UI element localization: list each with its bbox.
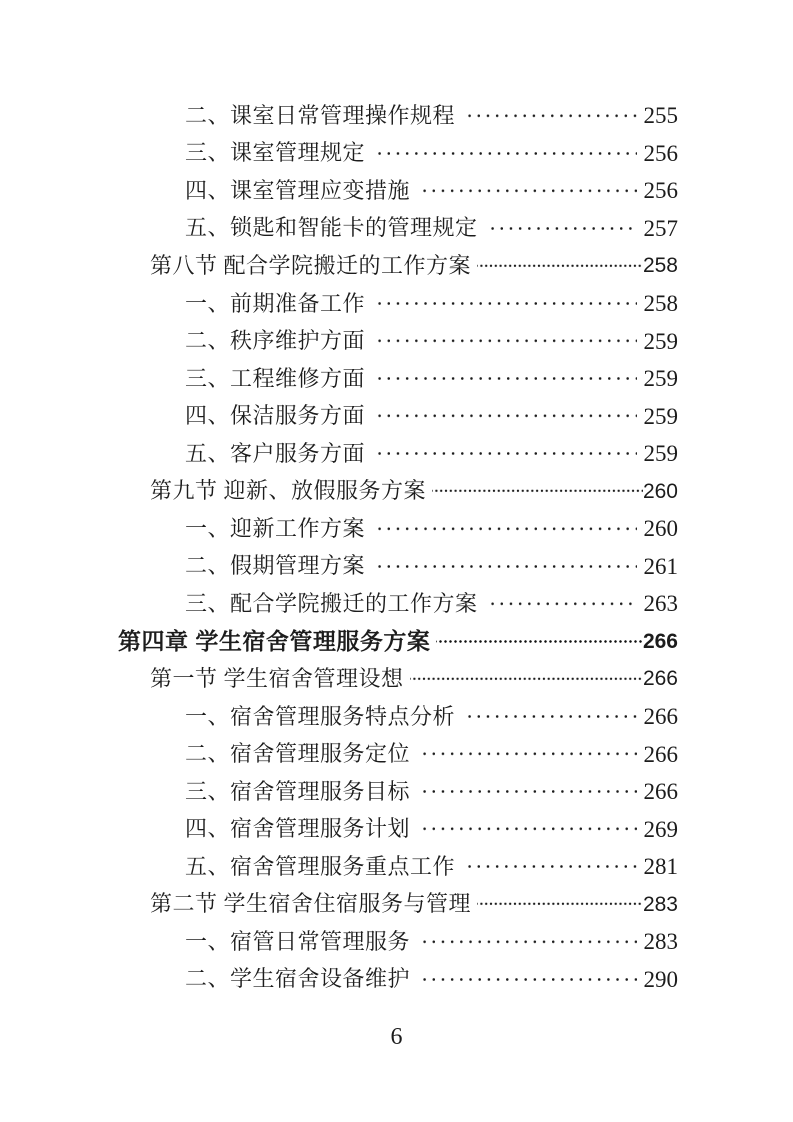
toc-entry-section <box>118 885 678 923</box>
toc-entry-page: 266 <box>643 704 678 730</box>
toc-entry-page: 256 <box>643 178 678 204</box>
toc-dot-leader <box>432 472 643 510</box>
toc-entry-label: 三、配合学院搬迁的工作方案 <box>185 590 478 616</box>
toc-entry-item <box>118 322 678 360</box>
toc-entry-label: 四、宿舍管理服务计划 <box>185 816 411 842</box>
toc-entry-page: 259 <box>643 403 678 429</box>
toc-dot-leader <box>373 360 636 398</box>
toc-entry-page: 255 <box>643 103 678 129</box>
toc-entry-item <box>118 360 678 398</box>
toc-dot-leader <box>418 810 636 848</box>
toc-entry-item <box>118 510 678 548</box>
toc-entry-item <box>118 135 678 173</box>
toc-entry-label: 第二节 学生宿舍住宿服务与管理 <box>150 891 472 917</box>
toc-dot-leader <box>436 623 643 661</box>
table-of-contents <box>118 97 678 998</box>
toc-entry-section <box>118 660 678 698</box>
toc-entry-item <box>118 698 678 736</box>
toc-entry-page: 269 <box>643 816 678 842</box>
toc-entry-page: 283 <box>643 929 678 955</box>
toc-entry-page: 257 <box>643 215 678 241</box>
footer-page-number: 6 <box>390 1024 403 1050</box>
toc-entry-page: 281 <box>643 854 678 880</box>
toc-entry-label: 一、宿管日常管理服务 <box>185 928 411 954</box>
toc-entry-label: 五、锁匙和智能卡的管理规定 <box>185 215 478 241</box>
toc-dot-leader <box>418 961 636 999</box>
toc-entry-label: 一、宿舍管理服务特点分析 <box>185 703 456 729</box>
toc-entry-label: 第九节 迎新、放假服务方案 <box>150 478 427 504</box>
toc-entry-page: 260 <box>643 516 678 542</box>
toc-dot-leader <box>410 660 643 698</box>
toc-dot-leader <box>463 848 636 886</box>
toc-dot-leader <box>373 285 636 323</box>
toc-entry-item <box>118 97 678 135</box>
toc-dot-leader <box>486 210 637 248</box>
toc-dot-leader <box>418 923 636 961</box>
toc-entry-page: 266 <box>643 741 678 767</box>
toc-entry-label: 三、工程维修方面 <box>185 365 366 391</box>
toc-entry-label: 一、前期准备工作 <box>185 290 366 316</box>
toc-dot-leader <box>463 698 636 736</box>
toc-entry-page: 266 <box>642 629 678 653</box>
toc-entry-label: 二、课室日常管理操作规程 <box>185 102 456 128</box>
toc-dot-leader <box>373 135 636 173</box>
toc-entry-page: 266 <box>642 667 678 691</box>
toc-entry-label: 五、宿舍管理服务重点工作 <box>185 853 456 879</box>
toc-entry-label: 第四章 学生宿舍管理服务方案 <box>118 627 431 654</box>
toc-entry-item <box>118 848 678 886</box>
toc-entry-item <box>118 923 678 961</box>
toc-entry-label: 四、课室管理应变措施 <box>185 177 411 203</box>
toc-entry-item <box>118 172 678 210</box>
toc-entry-page: 258 <box>643 291 678 316</box>
toc-dot-leader <box>477 247 643 285</box>
toc-dot-leader <box>418 172 636 210</box>
toc-entry-page: 260 <box>642 479 678 503</box>
toc-dot-leader <box>373 435 636 473</box>
toc-entry-item <box>118 810 678 848</box>
toc-entry-item <box>118 773 678 811</box>
toc-dot-leader <box>486 585 637 623</box>
toc-dot-leader <box>373 510 636 548</box>
toc-entry-section <box>118 472 678 510</box>
toc-entry-item <box>118 397 678 435</box>
toc-entry-page: 259 <box>643 366 678 392</box>
toc-entry-page: 283 <box>642 892 678 916</box>
toc-entry-item <box>118 548 678 586</box>
toc-entry-label: 四、保洁服务方面 <box>185 403 366 429</box>
toc-entry-label: 第八节 配合学院搬迁的工作方案 <box>150 252 472 278</box>
toc-entry-page: 263 <box>643 591 678 617</box>
toc-entry-item <box>118 285 678 323</box>
toc-entry-page: 290 <box>643 966 678 992</box>
toc-entry-label: 二、学生宿舍设备维护 <box>185 966 411 992</box>
toc-entry-label: 二、秩序维护方面 <box>185 328 366 354</box>
toc-entry-item <box>118 585 678 623</box>
toc-dot-leader <box>418 773 636 811</box>
toc-entry-label: 三、宿舍管理服务目标 <box>185 778 411 804</box>
toc-entry-label: 二、假期管理方案 <box>185 553 366 579</box>
toc-entry-page: 256 <box>643 140 678 166</box>
toc-dot-leader <box>463 97 636 135</box>
toc-entry-label: 第一节 学生宿舍管理设想 <box>150 665 404 691</box>
toc-entry-label: 五、客户服务方面 <box>185 440 366 466</box>
toc-entry-section <box>118 247 678 285</box>
toc-entry-item <box>118 961 678 999</box>
toc-dot-leader <box>477 885 643 923</box>
toc-entry-page: 258 <box>642 254 678 278</box>
toc-entry-page: 261 <box>643 553 678 579</box>
toc-entry-page: 259 <box>643 328 678 354</box>
toc-entry-item <box>118 735 678 773</box>
toc-entry-item <box>118 435 678 473</box>
toc-dot-leader <box>373 548 636 586</box>
toc-entry-page: 259 <box>643 441 678 467</box>
toc-entry-label: 一、迎新工作方案 <box>185 515 366 541</box>
toc-dot-leader <box>373 322 636 360</box>
toc-entry-item <box>118 210 678 248</box>
toc-entry-chapter <box>118 623 678 661</box>
toc-dot-leader <box>373 397 636 435</box>
toc-entry-label: 二、宿舍管理服务定位 <box>185 741 411 767</box>
toc-entry-label: 三、课室管理规定 <box>185 140 366 166</box>
toc-dot-leader <box>418 735 636 773</box>
toc-entry-page: 266 <box>643 779 678 805</box>
